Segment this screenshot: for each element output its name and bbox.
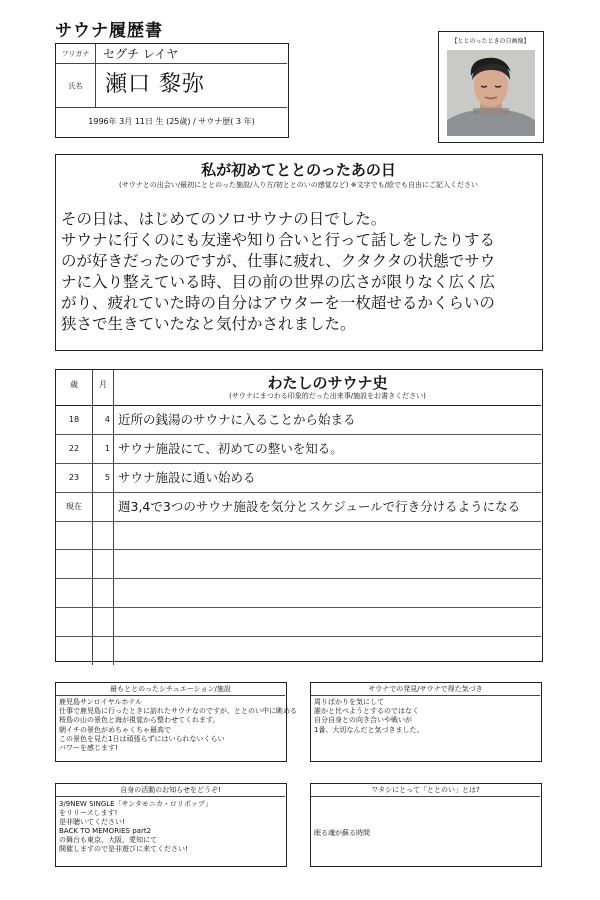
history-rows <box>56 406 541 665</box>
activity-info-line: 3/9NEW SINGLE「サンタモニカ・ロリポップ」 <box>59 800 212 808</box>
history-age <box>56 637 93 665</box>
history-month: 1 <box>93 435 114 463</box>
history-row <box>56 522 541 551</box>
discovery-line: 自分自身との向き合いや戦いが <box>314 716 412 725</box>
best-situation-title: 最もととのったシチュエーション/施設 <box>56 683 285 696</box>
best-situation-line: この景色を見た1日は頑張らずにはいられないくらい <box>59 734 225 743</box>
history-event: 近所の銭湯のサウナに入ることから始まる <box>118 412 356 427</box>
first-totonoi-section <box>55 154 543 351</box>
discovery-box <box>310 682 542 762</box>
history-age <box>56 550 93 578</box>
first-totonoi-line: ナに入り整えている時、目の前の世界の広さが限りなく広く広 <box>61 273 496 291</box>
first-totonoi-line: サウナに行くのにも友達や知り合いと行って話しをしたりする <box>61 231 496 249</box>
photo-frame <box>438 31 544 143</box>
activity-info-title: 自身の活動のお知らせをどうぞ! <box>56 784 285 797</box>
name-row <box>56 64 287 108</box>
history-row <box>56 608 541 637</box>
activity-info-box <box>55 783 287 867</box>
discovery-body <box>314 698 538 735</box>
history-month <box>93 579 114 607</box>
history-event: サウナ施設にて、初めての整いを知る。 <box>118 440 343 456</box>
best-situation-line: 朝イチの景色がめちゃくちゃ最高で <box>59 725 171 734</box>
history-row <box>56 637 541 665</box>
discovery-line: 1番、大切なんだと気づきました。 <box>314 725 424 734</box>
activity-info-line: をリリースします! <box>59 809 118 817</box>
name-label: 氏名 <box>56 64 96 108</box>
best-situation-line: 鹿児島サンロイヤルホテル <box>59 698 143 706</box>
history-event <box>118 550 538 578</box>
activity-info-line: 開催しますので是非遊びに来てください! <box>59 845 188 853</box>
totonoi-meaning-title: ワタシにとって「ととのい」とは? <box>311 784 540 797</box>
first-totonoi-line: がり、疲れていた時の自分はアウターを一枚超せるかくらいの <box>61 294 495 312</box>
history-row <box>56 464 541 493</box>
history-row <box>56 493 541 522</box>
first-totonoi-subtitle: (サウナとの出会い/最初にととのった施設/入り方/初ととのいの感覚など) ※文字でも/絵でも自由にご記入ください <box>119 181 478 189</box>
history-col-age: 歳 <box>56 370 93 406</box>
name-value: 瀬口 黎弥 <box>105 72 205 97</box>
history-row <box>56 550 541 579</box>
first-totonoi-line: 狭さで生きていたなと気付かされました。 <box>61 315 356 333</box>
history-event: サウナ施設に通い始める <box>118 469 256 485</box>
history-month: 4 <box>93 406 114 434</box>
history-age: 22 <box>56 435 93 463</box>
discovery-line: 周りばかりを気にして <box>314 698 384 706</box>
history-month <box>93 550 114 578</box>
furigana-row <box>56 44 287 64</box>
history-age <box>56 579 93 607</box>
history-age: 23 <box>56 464 93 492</box>
totonoi-meaning-line: 眠る魂が蘇る時間 <box>314 829 370 837</box>
history-event <box>118 522 538 550</box>
history-age: 現在 <box>56 493 93 521</box>
history-month <box>93 608 114 636</box>
history-age <box>56 608 93 636</box>
history-event <box>118 579 538 607</box>
first-totonoi-line: のが好きだったのですが、仕事に疲れ、クタクタの状態でサウ <box>61 252 496 270</box>
best-situation-line: パワーを感じます! <box>59 744 118 753</box>
portrait-illustration <box>447 50 535 136</box>
history-subtitle: (サウナにまつわる印象的だった出来事/施設をお書きください) <box>229 392 426 400</box>
history-month <box>93 637 114 665</box>
birth-and-sauna-years: 1996年 3月 11日 生 (25歳) / サウナ歴( 3 年) <box>88 117 255 126</box>
activity-info-line: の舞台も東京、大阪、愛知にて <box>59 836 157 844</box>
history-row <box>56 435 541 464</box>
history-col-month: 月 <box>93 370 114 406</box>
document-title: サウナ履歴書 <box>55 21 163 41</box>
profile-box <box>55 43 289 138</box>
best-situation-box <box>55 682 297 762</box>
activity-info-body <box>59 800 283 854</box>
first-totonoi-line: その日は、はじめてのソロサウナの日でした。 <box>61 210 387 228</box>
first-totonoi-title: 私が初めてととのったあの日 <box>201 161 396 179</box>
history-age <box>56 522 93 550</box>
photo-caption: 【ととのったときの自画像】 <box>451 38 530 45</box>
history-row <box>56 406 541 435</box>
history-event <box>118 637 538 665</box>
totonoi-meaning-box <box>310 783 542 867</box>
sauna-history-table <box>55 369 543 662</box>
history-header <box>56 370 541 406</box>
history-month <box>93 493 114 521</box>
history-month: 5 <box>93 464 114 492</box>
totonoi-meaning-body <box>314 829 538 838</box>
best-situation-line: 桜島の山の景色と海が視覚から整わせてくれます。 <box>59 716 220 725</box>
portrait-photo <box>447 50 535 136</box>
activity-info-line: 是非聴いてください! <box>59 818 125 826</box>
history-row <box>56 579 541 608</box>
history-title: わたしのサウナ史 <box>267 374 388 392</box>
furigana-label: フリガナ <box>56 44 96 64</box>
best-situation-body <box>59 698 297 753</box>
best-situation-line: 仕事で鹿児島に行ったときに訪れたサウナなのですが、ととのい中に眺める <box>59 707 297 716</box>
discovery-line: 誰かと比べようとするのではなく <box>314 707 419 716</box>
history-event: 週3,4で3つのサウナ施設を気分とスケジュールで行き分けるようになる <box>118 498 521 514</box>
furigana-value: セグチ レイヤ <box>103 47 179 61</box>
history-event <box>118 608 538 636</box>
history-age: 18 <box>56 406 93 434</box>
history-month <box>93 522 114 550</box>
first-totonoi-body <box>61 209 539 335</box>
discovery-title: サウナでの発見/サウナで得た気づき <box>311 683 540 696</box>
activity-info-line: BACK TO MEMORIES part2 <box>59 827 152 835</box>
